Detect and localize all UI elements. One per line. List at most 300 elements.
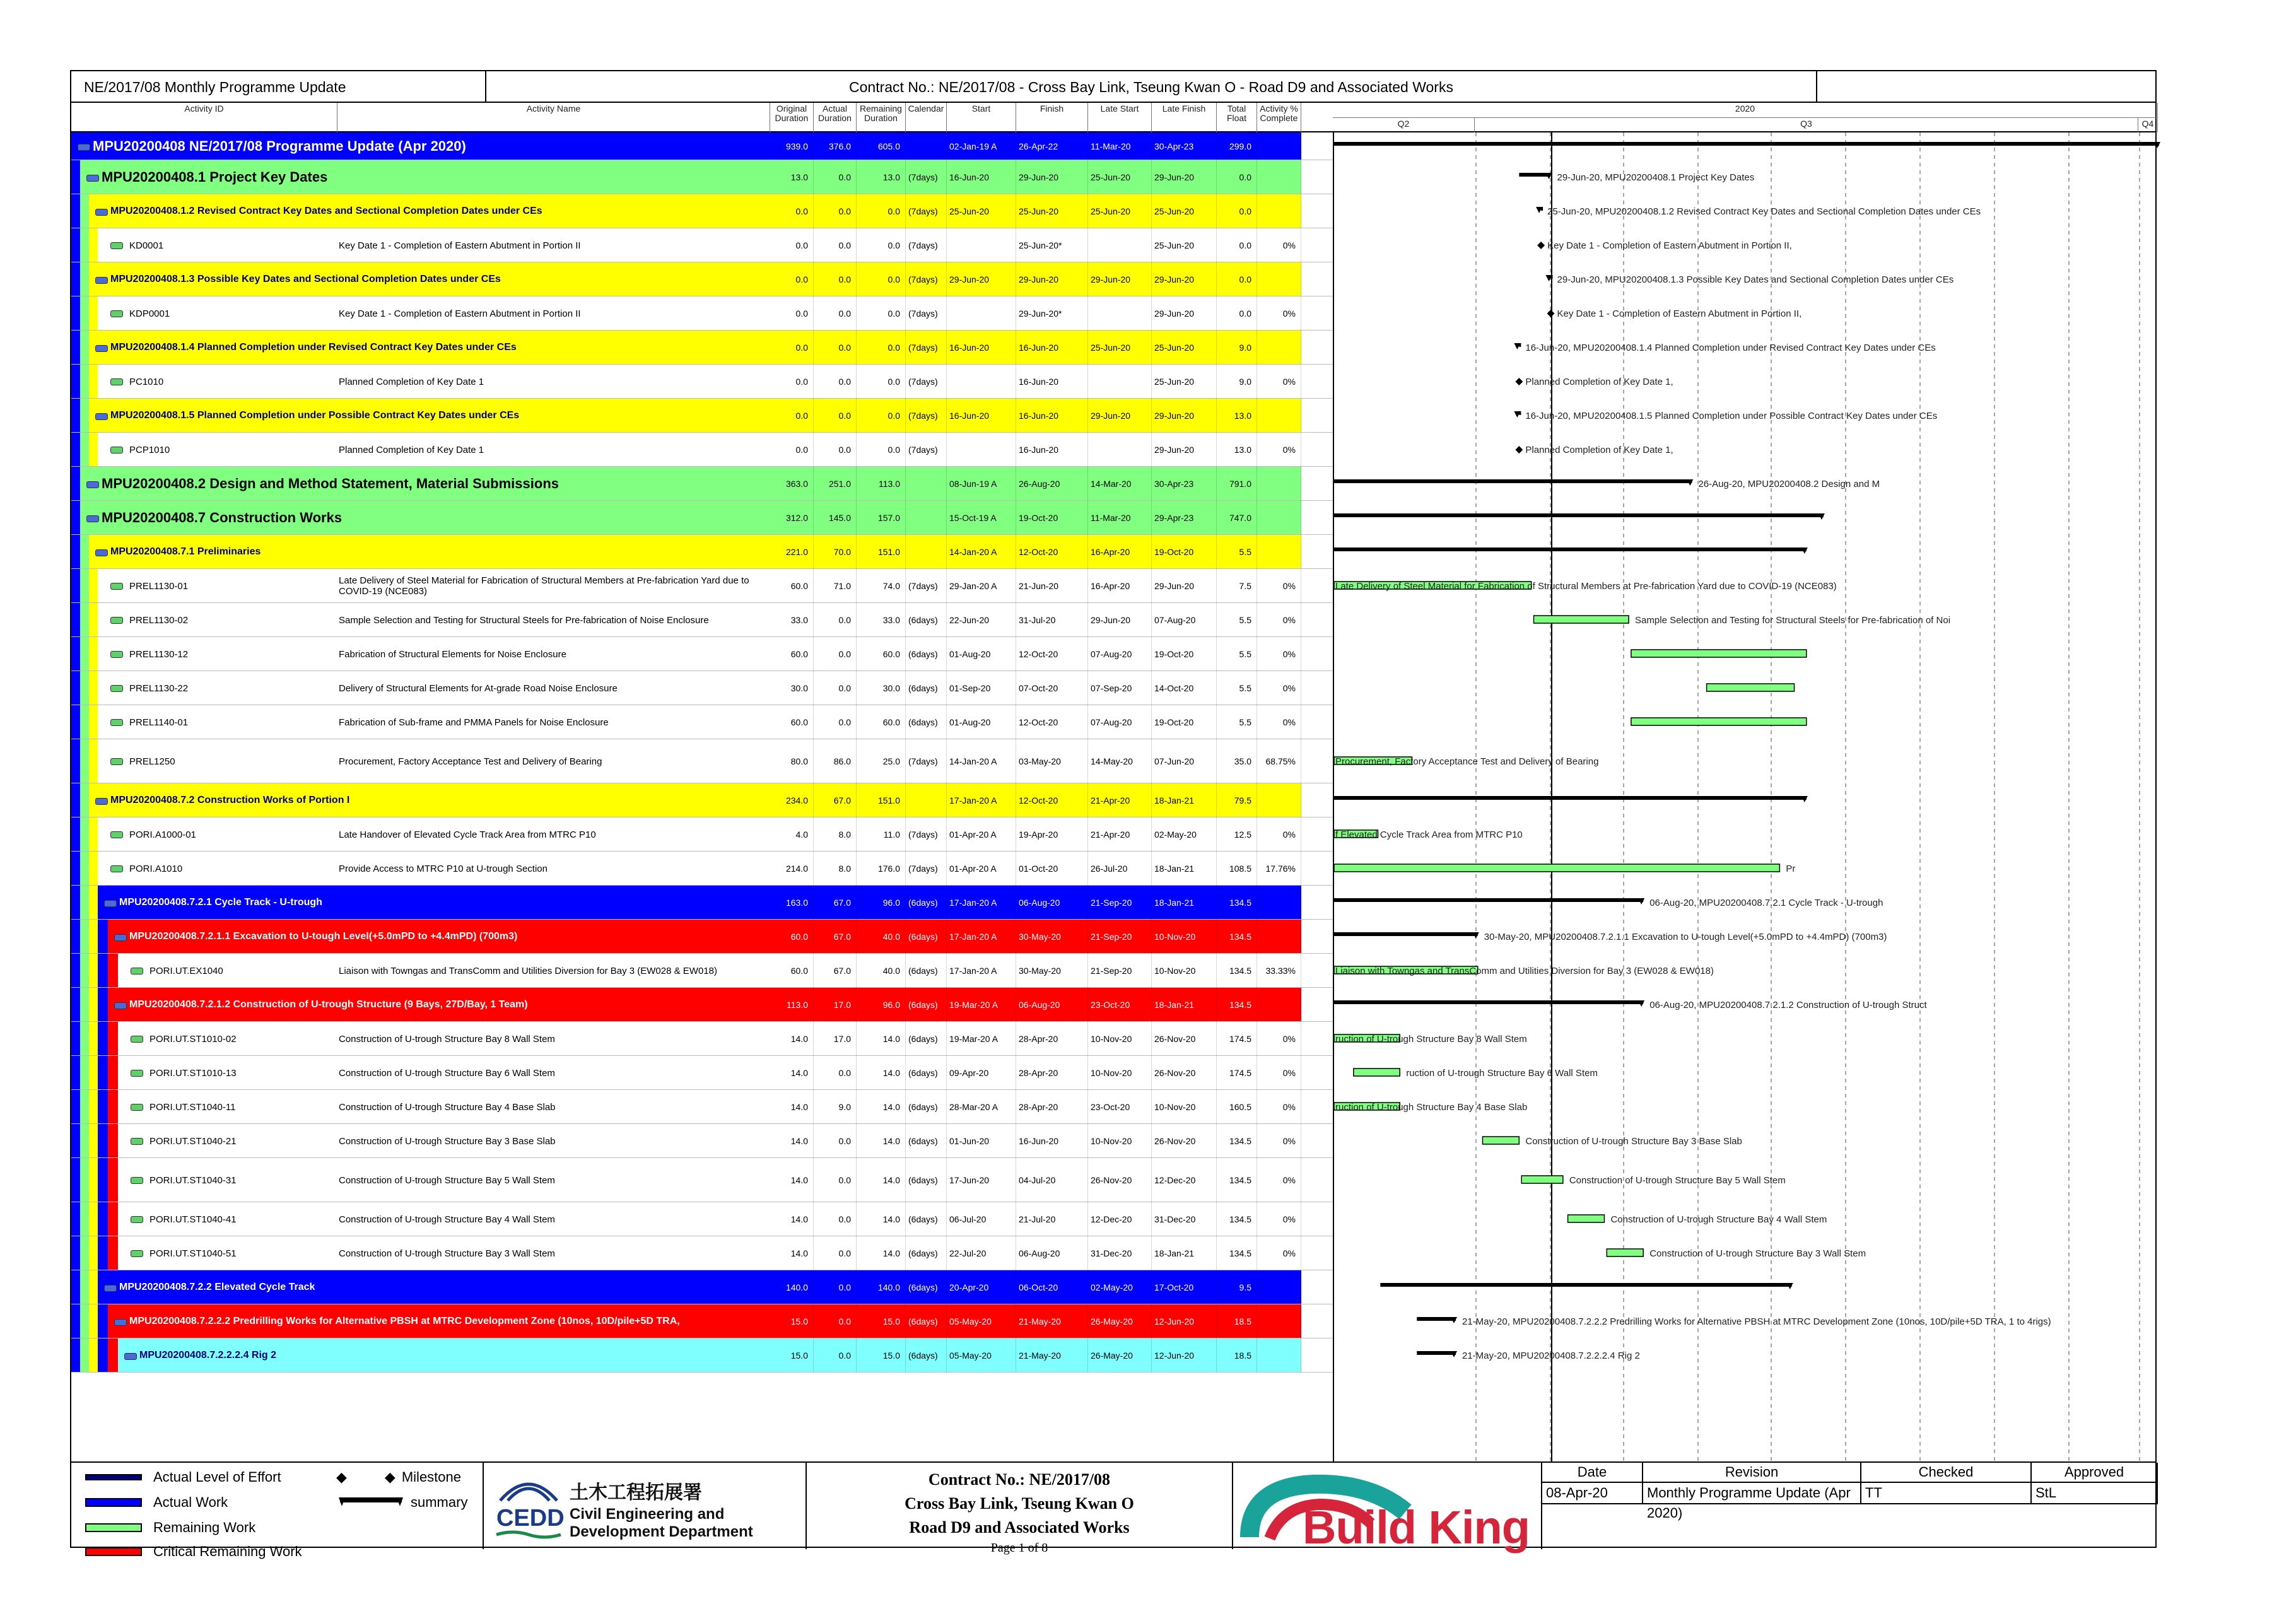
outline-band: [108, 1090, 118, 1123]
table-row[interactable]: [71, 739, 1333, 783]
table-row[interactable]: [71, 1124, 1333, 1158]
column-header-remaining: Remaining Duration: [857, 103, 906, 132]
cell-remaining: 14.0: [857, 1158, 906, 1202]
activity-icon: [110, 758, 123, 765]
cell-calendar: (6days): [906, 1158, 947, 1202]
title-line: Contract No.: NE/2017/08: [928, 1470, 1111, 1489]
cell-orig: 0.0: [770, 331, 814, 365]
outline-band: [89, 1158, 98, 1202]
cell-pct: [1257, 1270, 1301, 1304]
outline-band: [71, 954, 80, 987]
activity-name: Provide Access to MTRC P10 at U-trough Section: [339, 863, 548, 874]
table-row[interactable]: [71, 228, 1333, 262]
cell-calendar: (6days): [906, 705, 947, 739]
cell-actual: 0.0: [814, 365, 857, 399]
table-row[interactable]: [71, 705, 1333, 739]
cell-late_finish: 14-Oct-20: [1152, 671, 1217, 705]
wbs-name: MPU20200408.1.3 Possible Key Dates and Sectional Completion Dates under CEs: [110, 274, 501, 284]
wbs-icon: [95, 209, 108, 216]
table-row[interactable]: [71, 1270, 1333, 1304]
schedule-sheet: [70, 70, 2157, 1559]
table-row[interactable]: [71, 160, 1333, 194]
legend-label: summary: [411, 1494, 468, 1510]
table-row[interactable]: [71, 886, 1333, 920]
activity-name: Construction of U-trough Structure Bay 6 Wall Stem: [339, 1067, 555, 1079]
outline-band: [80, 1270, 89, 1304]
activity-icon: [110, 865, 123, 872]
outline-band: [71, 1202, 80, 1236]
cell-remaining: 605.0: [857, 132, 906, 160]
activity-id: PORI.UT.ST1010-13: [149, 1067, 237, 1079]
legend-label: Critical Remaining Work: [153, 1543, 302, 1559]
outline-band: [89, 1270, 98, 1304]
revision-header: Approved: [2032, 1463, 2158, 1483]
cell-calendar: (7days): [906, 228, 947, 262]
column-header-pct: Activity % Complete: [1257, 103, 1301, 132]
activity-icon: [131, 1104, 143, 1111]
cell-late_finish: 26-Nov-20: [1152, 1056, 1217, 1090]
activity-icon: [131, 1070, 143, 1077]
table-row[interactable]: [71, 988, 1333, 1022]
outline-band: [89, 228, 98, 262]
cell-calendar: (7days): [906, 331, 947, 365]
outline-band: [80, 194, 89, 228]
gantt-bar-label: 16-Jun-20, MPU20200408.1.4 Planned Completion under Revised Contract Key Dates under CEs: [1525, 343, 1936, 353]
cell-float: 134.5: [1217, 1158, 1257, 1202]
outline-band: [80, 262, 89, 296]
cell-pct: [1257, 262, 1301, 296]
table-row[interactable]: [71, 1338, 1333, 1373]
summary-bar: [1417, 1351, 1456, 1355]
cell-calendar: (7days): [906, 194, 947, 228]
cell-late_finish: 18-Jan-21: [1152, 1236, 1217, 1270]
cell-late_start: 16-Apr-20: [1088, 569, 1152, 603]
cell-late_finish: 29-Apr-23: [1152, 501, 1217, 535]
cell-finish: 28-Apr-20: [1016, 1090, 1088, 1124]
legend-swatch: [85, 1498, 142, 1507]
summary-bar: [1334, 898, 1643, 902]
header-right-blank: [1817, 71, 2158, 103]
cell-float: 5.5: [1217, 705, 1257, 739]
cell-late_start: 23-Oct-20: [1088, 988, 1152, 1022]
activity-icon: [110, 447, 123, 454]
cell-float: 5.5: [1217, 603, 1257, 637]
cell-actual: 0.0: [814, 228, 857, 262]
activity-id: PORI.UT.ST1040-31: [149, 1174, 237, 1186]
cell-finish: 01-Oct-20: [1016, 852, 1088, 886]
cell-actual: 70.0: [814, 535, 857, 569]
cell-late_start: 25-Jun-20: [1088, 194, 1152, 228]
cell-float: 0.0: [1217, 262, 1257, 296]
wbs-icon: [95, 277, 108, 284]
table-row[interactable]: [71, 296, 1333, 331]
activity-id: PORI.UT.ST1040-21: [149, 1135, 237, 1147]
activity-id: KD0001: [129, 240, 164, 251]
legend-summary: [336, 1494, 467, 1511]
outline-band: [71, 705, 80, 739]
cell-late_start: 02-May-20: [1088, 1270, 1152, 1304]
activity-icon: [131, 1250, 143, 1257]
activity-name: Sample Selection and Testing for Structural Steels for Pre-fabrication of Noise Enclosure: [339, 614, 709, 626]
table-row[interactable]: [71, 671, 1333, 705]
legend-swatch: [85, 1523, 142, 1532]
cell-actual: 0.0: [814, 1124, 857, 1158]
cell-float: 134.5: [1217, 1202, 1257, 1236]
table-row[interactable]: [71, 817, 1333, 852]
outline-band: [80, 671, 89, 705]
column-header-calendar: Calendar: [906, 103, 947, 132]
table-row[interactable]: [71, 501, 1333, 535]
gantt-bar-label: Construction of U-trough Structure Bay 5 Wall Stem: [1569, 1175, 1786, 1186]
wbs-icon: [86, 481, 99, 488]
cell-calendar: (7days): [906, 852, 947, 886]
cell-remaining: 60.0: [857, 637, 906, 671]
cell-actual: 145.0: [814, 501, 857, 535]
cell-remaining: 113.0: [857, 467, 906, 501]
cell-late_finish: 18-Jan-21: [1152, 783, 1217, 817]
table-row[interactable]: [71, 1202, 1333, 1236]
cell-actual: 67.0: [814, 783, 857, 817]
table-row[interactable]: [71, 1090, 1333, 1124]
outline-band: [71, 637, 80, 670]
outline-band: [89, 433, 98, 466]
sheet-header: [71, 71, 2155, 103]
cell-remaining: 33.0: [857, 603, 906, 637]
column-header-orig: Original Duration: [770, 103, 814, 132]
activity-icon: [110, 651, 123, 658]
outline-band: [80, 228, 89, 262]
legend-item: [85, 1494, 228, 1511]
cell-late_finish: 10-Nov-20: [1152, 1090, 1217, 1124]
title-line: Road D9 and Associated Works: [909, 1518, 1130, 1537]
activity-icon: [110, 378, 123, 385]
cell-calendar: (7days): [906, 817, 947, 852]
cell-start: [947, 228, 1016, 262]
outline-band: [98, 1056, 108, 1089]
cell-remaining: 74.0: [857, 569, 906, 603]
activity-id: PORI.A1010: [129, 863, 183, 874]
outline-band: [89, 1124, 98, 1157]
cell-actual: 0.0: [814, 160, 857, 194]
cell-float: 5.5: [1217, 671, 1257, 705]
outline-band: [71, 852, 80, 885]
cell-start: 01-Apr-20 A: [947, 817, 1016, 852]
cell-actual: 0.0: [814, 1304, 857, 1338]
gantt-bar-label: 30-May-20, MPU20200408.7.2.1.1 Excavation to U-tough Level(+5.0mPD to +4.4mPD) (700m3): [1484, 932, 1887, 942]
table-row[interactable]: [71, 954, 1333, 988]
table-row[interactable]: [71, 603, 1333, 637]
cell-finish: 16-Jun-20: [1016, 365, 1088, 399]
outline-band: [98, 954, 108, 987]
cell-orig: 80.0: [770, 739, 814, 783]
wbs-icon: [104, 1285, 117, 1292]
table-row[interactable]: [71, 1158, 1333, 1202]
table-row[interactable]: [71, 433, 1333, 467]
table-row[interactable]: [71, 920, 1333, 954]
cell-remaining: 140.0: [857, 1270, 906, 1304]
cell-remaining: 0.0: [857, 194, 906, 228]
outline-band: [80, 535, 89, 568]
cell-remaining: 14.0: [857, 1124, 906, 1158]
activity-id: PREL1250: [129, 756, 175, 767]
cell-float: 9.0: [1217, 365, 1257, 399]
wbs-name: MPU20200408.7.1 Preliminaries: [110, 546, 261, 557]
cell-orig: 33.0: [770, 603, 814, 637]
cell-float: 9.5: [1217, 1270, 1257, 1304]
column-header: [71, 103, 2155, 132]
cell-remaining: 13.0: [857, 160, 906, 194]
cell-orig: 234.0: [770, 783, 814, 817]
cell-start: 25-Jun-20: [947, 194, 1016, 228]
cell-late_start: 07-Aug-20: [1088, 705, 1152, 739]
cell-remaining: 14.0: [857, 1056, 906, 1090]
remaining-bar: [1534, 616, 1629, 623]
outline-band: [71, 296, 80, 330]
outline-band: [71, 433, 80, 466]
outline-band: [71, 1124, 80, 1157]
outline-band: [71, 467, 80, 500]
cell-float: 0.0: [1217, 194, 1257, 228]
cell-pct: [1257, 988, 1301, 1022]
revision-cell: Monthly Programme Update (Apr 2020): [1643, 1483, 1861, 1504]
table-row[interactable]: [71, 399, 1333, 433]
cell-late_finish: 25-Jun-20: [1152, 365, 1217, 399]
table-row[interactable]: [71, 852, 1333, 886]
cell-float: 134.5: [1217, 988, 1257, 1022]
cell-pct: 0%: [1257, 705, 1301, 739]
cell-finish: 30-May-20: [1016, 920, 1088, 954]
cell-orig: 15.0: [770, 1304, 814, 1338]
table-row[interactable]: [71, 365, 1333, 399]
table-row[interactable]: [71, 783, 1333, 817]
summary-bar: [1334, 1000, 1643, 1004]
cell-finish: 25-Jun-20: [1016, 194, 1088, 228]
cell-finish: 03-May-20: [1016, 739, 1088, 783]
cell-float: 134.5: [1217, 1236, 1257, 1270]
activity-name: Construction of U-trough Structure Bay 3 Base Slab: [339, 1135, 556, 1147]
outline-band: [89, 705, 98, 739]
cell-calendar: (6days): [906, 1022, 947, 1056]
cell-finish: 21-May-20: [1016, 1338, 1088, 1373]
outline-band: [108, 1158, 118, 1202]
remaining-bar: [1568, 1215, 1605, 1222]
table-row[interactable]: [71, 1056, 1333, 1090]
activity-name: Fabrication of Sub-frame and PMMA Panels for Noise Enclosure: [339, 717, 609, 728]
cell-calendar: (6days): [906, 1056, 947, 1090]
cell-late_start: [1088, 433, 1152, 467]
cell-remaining: 25.0: [857, 739, 906, 783]
wbs-icon: [95, 345, 108, 352]
cell-orig: 14.0: [770, 1090, 814, 1124]
outline-band: [71, 671, 80, 705]
outline-band: [71, 1304, 80, 1338]
cell-float: 160.5: [1217, 1090, 1257, 1124]
cell-orig: 15.0: [770, 1338, 814, 1373]
divider: [483, 1463, 484, 1549]
table-row[interactable]: [71, 535, 1333, 569]
wbs-icon: [78, 144, 90, 151]
cell-actual: 17.0: [814, 1022, 857, 1056]
table-row[interactable]: [71, 467, 1333, 501]
cell-late_finish: 31-Dec-20: [1152, 1202, 1217, 1236]
column-header-float: Total Float: [1217, 103, 1257, 132]
cell-calendar: (6days): [906, 1202, 947, 1236]
cell-remaining: 96.0: [857, 886, 906, 920]
remaining-bar: [1607, 1249, 1643, 1256]
gantt-bar-label: 06-Aug-20, MPU20200408.7.2.1 Cycle Track - U-trough: [1649, 898, 1883, 908]
cell-late_start: 10-Nov-20: [1088, 1022, 1152, 1056]
cell-pct: 0%: [1257, 817, 1301, 852]
cell-calendar: (6days): [906, 1090, 947, 1124]
cell-float: 0.0: [1217, 160, 1257, 194]
table-row[interactable]: [71, 1304, 1333, 1338]
cell-orig: 14.0: [770, 1202, 814, 1236]
outline-band: [71, 331, 80, 364]
cell-remaining: 0.0: [857, 433, 906, 467]
cell-start: [947, 365, 1016, 399]
cell-pct: 0%: [1257, 603, 1301, 637]
cell-calendar: (6days): [906, 1236, 947, 1270]
diamond-icon: ◆: [384, 1469, 395, 1485]
cell-pct: 0%: [1257, 671, 1301, 705]
cell-start: 19-Mar-20 A: [947, 988, 1016, 1022]
outline-band: [71, 501, 80, 534]
cell-late_finish: 07-Jun-20: [1152, 739, 1217, 783]
cell-actual: 67.0: [814, 920, 857, 954]
cell-pct: [1257, 1304, 1301, 1338]
cell-calendar: (6days): [906, 1124, 947, 1158]
activity-name: Construction of U-trough Structure Bay 8 Wall Stem: [339, 1033, 555, 1045]
outline-band: [80, 399, 89, 432]
cell-float: 9.0: [1217, 331, 1257, 365]
wbs-icon: [95, 798, 108, 805]
cell-late_finish: 19-Oct-20: [1152, 535, 1217, 569]
cell-finish: 16-Jun-20: [1016, 1124, 1088, 1158]
outline-band: [98, 1158, 108, 1202]
cell-calendar: (6days): [906, 1270, 947, 1304]
cell-pct: 0%: [1257, 1022, 1301, 1056]
activity-icon: [131, 1036, 143, 1043]
summary-bar: [1334, 513, 1824, 517]
cell-start: 20-Apr-20: [947, 1270, 1016, 1304]
gantt-bar-label: Planned Completion of Key Date 1,: [1525, 377, 1673, 387]
gantt-bar-label: 21-May-20, MPU20200408.7.2.2.2 Predrilling Works for Alternative PBSH at MTRC Development Zone (10nos, 10D/pile+5D TRA, 1 to 4rigs): [1462, 1316, 2051, 1327]
cell-late_finish: 29-Jun-20: [1152, 569, 1217, 603]
cell-late_finish: 25-Jun-20: [1152, 194, 1217, 228]
cell-float: 134.5: [1217, 886, 1257, 920]
cell-start: 19-Mar-20 A: [947, 1022, 1016, 1056]
cell-late_finish: 29-Jun-20: [1152, 433, 1217, 467]
legend-label: Actual Work: [153, 1494, 228, 1510]
cell-late_finish: 29-Jun-20: [1152, 399, 1217, 433]
activity-icon: [131, 1138, 143, 1145]
table-row[interactable]: [71, 569, 1333, 603]
table-row[interactable]: [71, 1236, 1333, 1270]
outline-band: [80, 1202, 89, 1236]
table-row[interactable]: [71, 132, 1333, 160]
remaining-bar: [1334, 864, 1779, 872]
cell-finish: 06-Aug-20: [1016, 886, 1088, 920]
outline-band: [71, 194, 80, 228]
cell-start: 01-Aug-20: [947, 705, 1016, 739]
cedd-name-line1: Civil Engineering and: [570, 1506, 725, 1523]
cell-finish: 21-May-20: [1016, 1304, 1088, 1338]
table-row[interactable]: [71, 194, 1333, 228]
cell-pct: 33.33%: [1257, 954, 1301, 988]
summary-bar: [1334, 932, 1478, 936]
cell-orig: 0.0: [770, 296, 814, 331]
cell-finish: 30-May-20: [1016, 954, 1088, 988]
outline-band: [80, 569, 89, 602]
cell-finish: 29-Jun-20: [1016, 160, 1088, 194]
wbs-name: MPU20200408.7.2.1.1 Excavation to U-tough Level(+5.0mPD to +4.4mPD) (700m3): [129, 931, 518, 942]
cell-late_finish: 10-Nov-20: [1152, 920, 1217, 954]
table-row[interactable]: [71, 1022, 1333, 1056]
summary-bar: [1334, 142, 2159, 146]
cell-start: 17-Jan-20 A: [947, 920, 1016, 954]
outline-band: [80, 852, 89, 885]
outline-band: [80, 988, 89, 1021]
table-row[interactable]: [71, 262, 1333, 296]
cell-pct: 0%: [1257, 1158, 1301, 1202]
cell-late_finish: 19-Oct-20: [1152, 705, 1217, 739]
page-number: Page 1 of 8: [990, 1541, 1048, 1555]
cell-orig: 0.0: [770, 228, 814, 262]
cell-start: [947, 296, 1016, 331]
cell-start: 16-Jun-20: [947, 331, 1016, 365]
outline-band: [98, 988, 108, 1021]
wbs-icon: [86, 515, 99, 522]
activity-table: [71, 132, 1333, 1461]
remaining-bar: [1354, 1069, 1400, 1076]
cell-finish: 28-Apr-20: [1016, 1056, 1088, 1090]
cell-late_finish: 30-Apr-23: [1152, 132, 1217, 160]
outline-band: [71, 228, 80, 262]
wbs-name: MPU20200408.2 Design and Method Statement, Material Submissions: [102, 476, 559, 491]
cell-late_start: 21-Apr-20: [1088, 783, 1152, 817]
cell-late_start: 25-Jun-20: [1088, 331, 1152, 365]
cell-actual: 86.0: [814, 739, 857, 783]
outline-band: [71, 262, 80, 296]
outline-band: [80, 1022, 89, 1055]
cell-finish: 16-Jun-20: [1016, 399, 1088, 433]
wbs-name: MPU20200408.7.2.1 Cycle Track - U-trough: [119, 897, 322, 908]
activity-name: Construction of U-trough Structure Bay 3 Wall Stem: [339, 1248, 555, 1259]
cell-late_start: 21-Sep-20: [1088, 954, 1152, 988]
outline-band: [71, 1022, 80, 1055]
cell-calendar: (7days): [906, 739, 947, 783]
cell-start: 01-Jun-20: [947, 1124, 1016, 1158]
cell-late_start: 21-Sep-20: [1088, 920, 1152, 954]
wbs-name: MPU20200408.7.2.1.2 Construction of U-trough Structure (9 Bays, 27D/Bay, 1 Team): [129, 999, 528, 1010]
wbs-name: MPU20200408.1.2 Revised Contract Key Dates and Sectional Completion Dates under CEs: [110, 206, 542, 216]
cell-pct: [1257, 783, 1301, 817]
cell-pct: 17.76%: [1257, 852, 1301, 886]
outline-band: [89, 817, 98, 851]
table-row[interactable]: [71, 331, 1333, 365]
wbs-icon: [114, 1002, 127, 1009]
title-block: [807, 1463, 1232, 1555]
outline-band: [108, 1022, 118, 1055]
outline-band: [71, 988, 80, 1021]
outline-band: [98, 1124, 108, 1157]
cell-start: 22-Jun-20: [947, 603, 1016, 637]
cell-calendar: (6days): [906, 603, 947, 637]
cell-actual: 67.0: [814, 954, 857, 988]
cell-late_start: 26-May-20: [1088, 1304, 1152, 1338]
table-row[interactable]: [71, 637, 1333, 671]
gantt-bar-label: ruction of U-trough Structure Bay 6 Wall Stem: [1406, 1068, 1598, 1079]
